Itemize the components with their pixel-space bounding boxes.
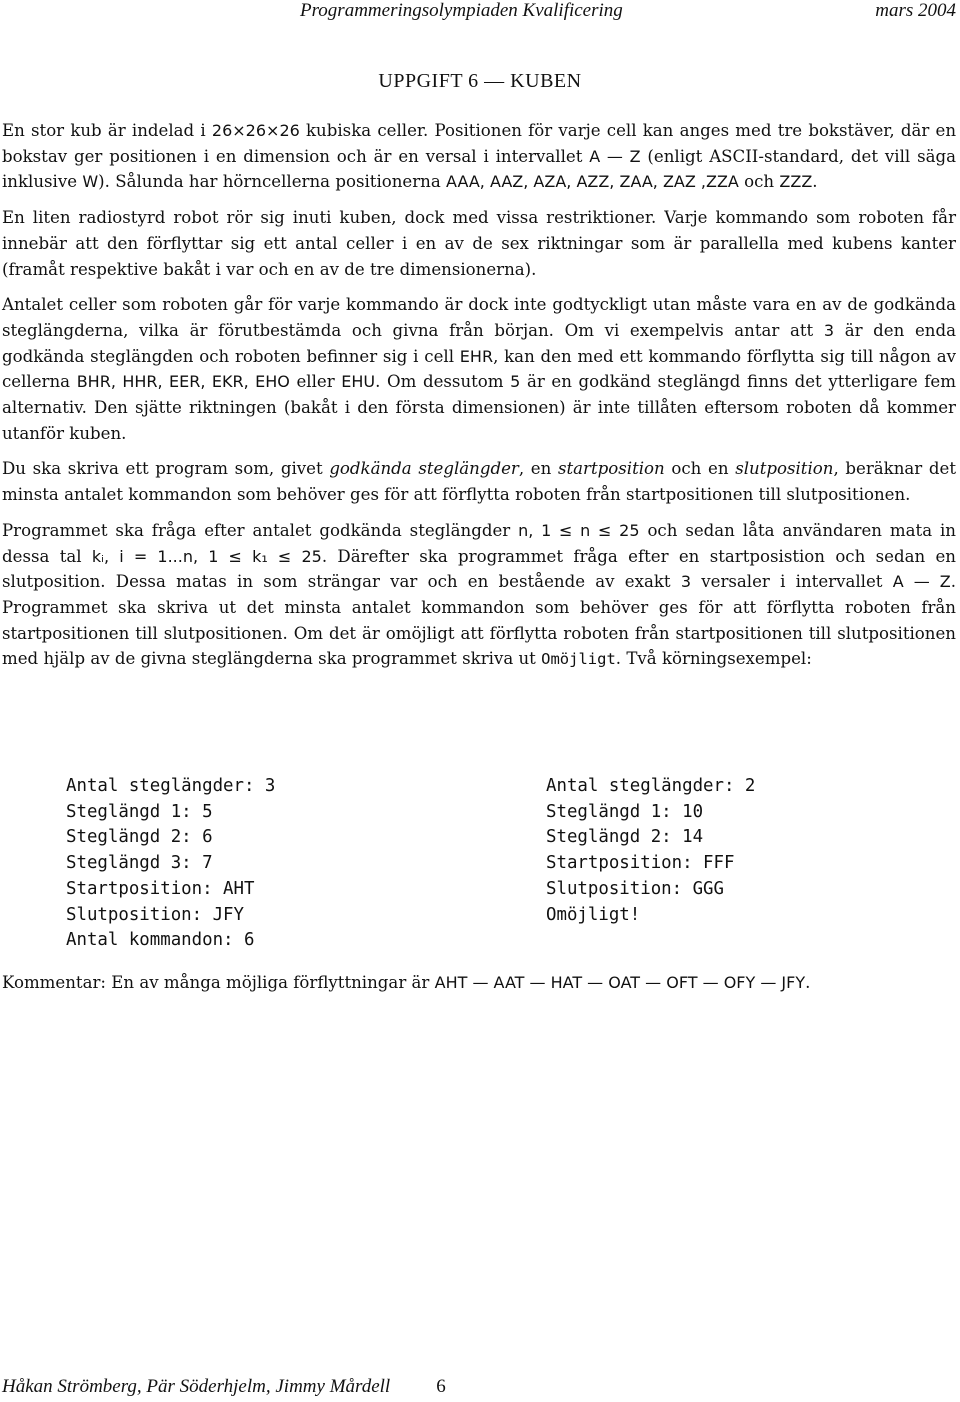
example-line: Antal kommandon: 6 <box>66 930 255 951</box>
page-footer <box>2 1376 446 1398</box>
example-line: Steglängd 3: 7 <box>66 853 213 874</box>
paragraph-3: Antalet celler som roboten går för varje kommando är dock inte godtyckligt utan måste vara en av de godkända steglängderna, vilka är förutbestämda och givna från början. Om vi exempelvis antar att 3 är den enda godkända steglängden och roboten befinner sig i cell EHR, kan den med ett kommando förflytta sig till någon av cellerna BHR, HHR, EER, EKR, EHO eller EHU. Om dessutom 5 är en godkänd steglängd finns det ytterligare fem alternativ. Den sjätte riktningen (bakåt i den första dimensionen) är inte tillåten eftersom roboten då kommer utanför kuben. <box>2 295 956 443</box>
comment-line: Kommentar: En av många möjliga förflyttningar är AHT — AAT — HAT — OAT — OFT — OFY — JFY. <box>2 973 811 992</box>
paragraph-2: En liten radiostyrd robot rör sig inuti kuben, dock med vissa restriktioner. Varje kommando som roboten får innebär att den förflyttar sig ett antal celler i en av de sex riktningar som är parallella med kubens kanter (framåt respektive bakåt i var och en av de tre dimensionerna). <box>2 208 956 279</box>
running-header <box>300 0 956 24</box>
paragraph-1: En stor kub är indelad i 26×26×26 kubiska celler. Positionen för varje cell kan anges med tre bokstäver, där en bokstav ger positionen i en dimension och är en versal i intervallet A — Z (enligt ASCII-standard, det vill säga inklusive W). Sålunda har hörncellerna positionerna AAA, AAZ, AZA, AZZ, ZAA, ZAZ ,ZZA och ZZZ. <box>2 121 957 192</box>
example-line: Omöjligt! <box>546 904 641 925</box>
page-number: 6 <box>436 1376 446 1397</box>
header-right: mars 2004 <box>875 0 956 21</box>
example-line: Steglängd 2: 6 <box>66 827 213 848</box>
example-line: Slutposition: JFY <box>66 904 244 925</box>
example-line: Steglängd 1: 10 <box>546 801 704 822</box>
example-line: Steglängd 2: 14 <box>546 827 704 848</box>
example-run-1 <box>66 774 275 954</box>
example-line: Slutposition: GGG <box>546 878 724 899</box>
paragraph-4: Du ska skriva ett program som, givet godkända steglängder, en startposition och en slutposition, beräknar det minsta antalet kommandon som behöver ges för att förflytta roboten från startpositionen till slutpositionen. <box>2 459 956 505</box>
example-line: Startposition: AHT <box>66 878 255 899</box>
footer-authors: Håkan Strömberg, Pär Söderhjelm, Jimmy Mårdell <box>2 1376 391 1397</box>
task-body <box>2 118 956 683</box>
example-run-2 <box>546 774 755 928</box>
header-left: Programmeringsolympiaden Kvalificering <box>300 0 623 21</box>
example-line: Antal steglängder: 3 <box>66 776 276 796</box>
run-examples <box>0 774 960 954</box>
example-line: Steglängd 1: 5 <box>66 801 213 822</box>
example-line: Antal steglängder: 2 <box>546 776 756 796</box>
task-title: UPPGIFT 6 — KUBEN <box>378 70 582 92</box>
example-line: Startposition: FFF <box>546 853 735 874</box>
paragraph-5: Programmet ska fråga efter antalet godkända steglängder n, 1 ≤ n ≤ 25 och sedan låta användaren mata in dessa tal kᵢ, i = 1...n, 1 ≤ k₁ ≤ 25. Därefter ska programmet fråga efter en startposistion och sedan en slutposition. Dessa matas in som strängar var och en bestående av exakt 3 versaler i intervallet A — Z. Programmet ska skriva ut det minsta antalet kommandon som behöver ges för att förflytta roboten från startpositionen till slutpositionen. Om det är omöjligt att förflytta roboten från startpositionen till slutpositionen med hjälp av de givna steglängderna ska programmet skriva ut Omöjligt. Två körningsexempel: <box>2 520 956 669</box>
